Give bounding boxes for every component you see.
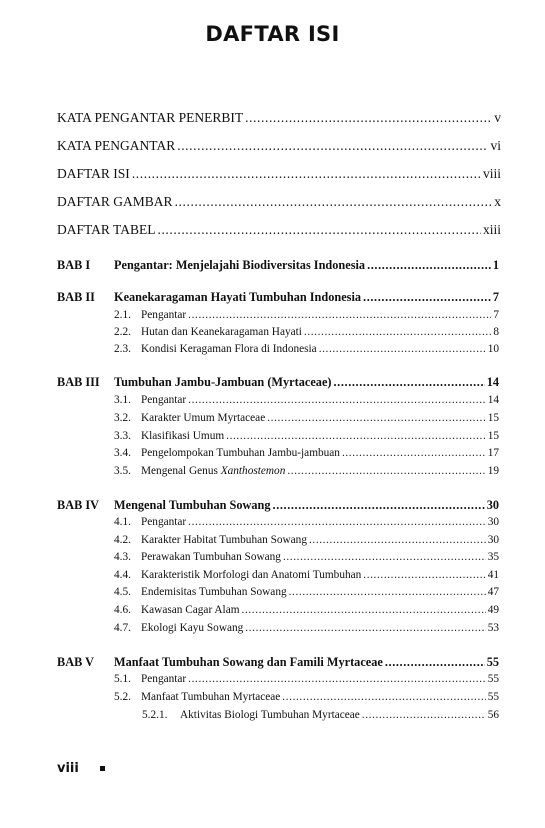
dot-leader: [363, 290, 491, 305]
section-number: 2.2.: [114, 326, 131, 338]
section-title: Karakter Habitat Tumbuhan Sowang: [141, 534, 307, 546]
dot-leader: [157, 222, 481, 238]
section-number: 3.2.: [114, 412, 131, 424]
section-page: 14: [487, 394, 499, 406]
chapter-entry-bab-v[interactable]: [57, 655, 499, 670]
section-title: Kawasan Cagar Alam: [141, 604, 240, 616]
toc-entry-page: v: [494, 110, 501, 125]
section-page: 10: [487, 343, 499, 355]
section-entry[interactable]: [114, 622, 499, 634]
chapter-entry-bab-ii[interactable]: [57, 290, 499, 305]
section-entry[interactable]: [114, 691, 499, 703]
section-page: 8: [493, 326, 499, 338]
section-title: Pengelompokan Tumbuhan Jambu-jambuan: [141, 447, 340, 459]
section-number: 4.4.: [114, 569, 131, 581]
dot-leader: [242, 604, 486, 616]
chapter-entry-bab-i[interactable]: [57, 258, 499, 273]
toc-entry-label: DAFTAR TABEL: [57, 222, 156, 237]
section-number: 3.3.: [114, 430, 131, 442]
section-title: Kondisi Keragaman Flora di Indonesia: [141, 343, 317, 355]
dot-leader: [175, 194, 493, 210]
page-number: viii: [57, 761, 79, 776]
dot-leader: [309, 534, 486, 546]
toc-entry[interactable]: [57, 166, 501, 182]
section-entry[interactable]: [114, 551, 499, 563]
section-entry[interactable]: [114, 516, 499, 528]
toc-entry-label: KATA PENGANTAR PENERBIT: [57, 110, 244, 125]
section-page: 30: [487, 534, 499, 546]
section-title: Ekologi Kayu Sowang: [141, 622, 244, 634]
section-number: 4.6.: [114, 604, 131, 616]
section-title: Karakteristik Morfologi dan Anatomi Tumbuhan: [141, 569, 362, 581]
dot-leader: [283, 551, 486, 563]
section-title: Klasifikasi Umum: [141, 430, 225, 442]
toc-entry-label: DAFTAR GAMBAR: [57, 194, 173, 209]
section-number: 4.2.: [114, 534, 131, 546]
dot-leader: [188, 516, 486, 528]
subsection-entry[interactable]: [142, 709, 499, 721]
dot-leader: [188, 309, 491, 321]
section-title: Hutan dan Keanekaragaman Hayati: [141, 326, 302, 338]
dot-leader: [287, 465, 485, 477]
chapter-number: BAB V: [57, 655, 95, 669]
section-page: 55: [487, 691, 499, 703]
section-title-text: Mengenal Genus: [141, 465, 218, 477]
toc-entry-page: xiii: [482, 222, 501, 237]
dot-leader: [245, 110, 492, 126]
dot-leader: [273, 498, 485, 513]
dot-leader: [304, 326, 491, 338]
dot-leader: [342, 447, 486, 459]
toc-entry[interactable]: [57, 110, 501, 126]
dot-leader: [177, 138, 488, 154]
section-page: 15: [487, 430, 499, 442]
section-title: Pengantar: [141, 516, 187, 528]
section-number: 4.5.: [114, 586, 131, 598]
chapter-title: Pengantar: Menjelajahi Biodiversitas Indonesia: [114, 258, 366, 272]
section-entry[interactable]: [114, 326, 499, 338]
chapter-entry-bab-iii[interactable]: [57, 375, 499, 390]
section-entry[interactable]: [114, 309, 499, 321]
dot-leader: [362, 709, 486, 721]
toc-entry[interactable]: [57, 222, 501, 238]
toc-entry-page: vi: [490, 138, 501, 153]
subsection-number: 5.2.1.: [142, 709, 168, 721]
section-page: 47: [487, 586, 499, 598]
chapter-page: 1: [492, 258, 499, 272]
section-number: 3.1.: [114, 394, 131, 406]
section-page: 41: [487, 569, 499, 581]
section-number: 5.2.: [114, 691, 131, 703]
section-title: Karakter Umum Myrtaceae: [141, 412, 266, 424]
toc-entry[interactable]: [57, 194, 501, 210]
section-title: Manfaat Tumbuhan Myrtaceae: [141, 691, 281, 703]
chapter-page: 55: [486, 655, 499, 669]
dot-leader: [367, 258, 491, 273]
chapter-title: Mengenal Tumbuhan Sowang: [114, 498, 271, 512]
section-entry[interactable]: [114, 604, 499, 616]
section-number: 5.1.: [114, 673, 131, 685]
toc-entry-page: viii: [482, 166, 501, 181]
subsection-page: 56: [487, 709, 499, 721]
chapter-title: Tumbuhan Jambu-Jambuan (Myrtaceae): [114, 375, 332, 389]
section-entry[interactable]: [114, 343, 499, 355]
section-entry[interactable]: [114, 412, 499, 424]
section-page: 53: [487, 622, 499, 634]
section-entry[interactable]: [114, 586, 499, 598]
section-title: Endemisitas Tumbuhan Sowang: [141, 586, 287, 598]
section-page: 15: [487, 412, 499, 424]
section-entry[interactable]: [114, 394, 499, 406]
section-number: 4.3.: [114, 551, 131, 563]
chapter-page: 7: [492, 290, 499, 304]
section-title: Perawakan Tumbuhan Sowang: [141, 551, 281, 563]
chapter-number: BAB IV: [57, 498, 100, 512]
section-page: 55: [487, 673, 499, 685]
dot-leader: [226, 430, 486, 442]
chapter-number: BAB II: [57, 290, 95, 304]
section-entry[interactable]: [114, 673, 499, 685]
subsection-title: Aktivitas Biologi Tumbuhan Myrtaceae: [180, 709, 360, 721]
chapter-entry-bab-iv[interactable]: [57, 498, 499, 513]
toc-entry-label: KATA PENGANTAR: [57, 138, 176, 153]
chapter-title: Manfaat Tumbuhan Sowang dan Famili Myrtaceae: [114, 655, 383, 669]
dot-leader: [188, 394, 486, 406]
section-title: Pengantar: [141, 309, 187, 321]
dot-leader: [267, 412, 485, 424]
genus-name: Xanthostemon: [220, 465, 286, 477]
dot-leader: [334, 375, 485, 390]
toc-entry[interactable]: [57, 138, 501, 154]
chapter-page: 14: [486, 375, 499, 389]
section-number: 2.3.: [114, 343, 131, 355]
section-title: Pengantar: [141, 394, 187, 406]
section-title: [141, 465, 285, 477]
section-number: 3.5.: [114, 465, 131, 477]
chapter-number: BAB III: [57, 375, 100, 389]
toc-entry-label: DAFTAR ISI: [57, 166, 130, 181]
dot-leader: [245, 622, 485, 634]
section-page: 7: [493, 309, 499, 321]
section-title: Pengantar: [141, 673, 187, 685]
page-title: DAFTAR ISI: [205, 22, 340, 46]
toc-entry-page: x: [494, 194, 501, 209]
dot-leader: [282, 691, 485, 703]
dot-leader: [319, 343, 486, 355]
dot-leader: [289, 586, 486, 598]
dot-leader: [188, 673, 486, 685]
section-number: 4.1.: [114, 516, 131, 528]
section-entry[interactable]: [114, 465, 499, 477]
chapter-title: Keanekaragaman Hayati Tumbuhan Indonesia: [114, 290, 362, 304]
chapter-page: 30: [486, 498, 499, 512]
section-page: 30: [487, 516, 499, 528]
section-number: 4.7.: [114, 622, 131, 634]
section-page: 17: [487, 447, 499, 459]
section-entry[interactable]: [114, 447, 499, 459]
section-entry[interactable]: [114, 430, 499, 442]
footer-square-mark: [100, 766, 105, 771]
section-number: 2.1.: [114, 309, 131, 321]
section-page: 19: [487, 465, 499, 477]
section-page: 49: [487, 604, 499, 616]
section-page: 35: [487, 551, 499, 563]
chapter-number: BAB I: [57, 258, 91, 272]
section-number: 3.4.: [114, 447, 131, 459]
dot-leader: [385, 655, 485, 670]
dot-leader: [363, 569, 485, 581]
dot-leader: [132, 166, 481, 182]
section-entry[interactable]: [114, 569, 499, 581]
section-entry[interactable]: [114, 534, 499, 546]
